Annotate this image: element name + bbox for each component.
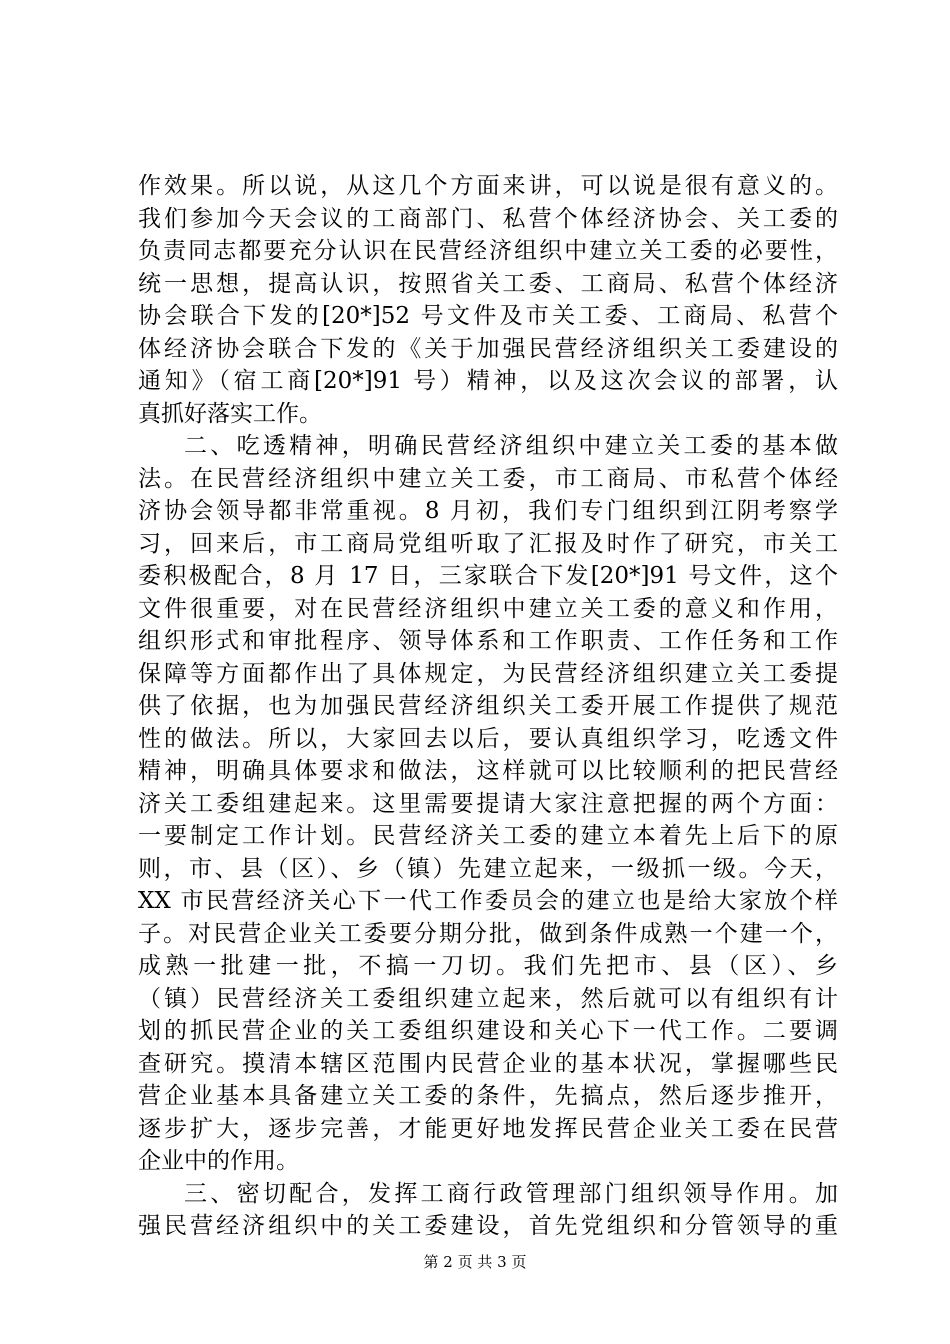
text-line: 习，回来后，市工商局党组听取了汇报及时作了研究，市关工 [138, 530, 838, 557]
text-line: 企业中的作用。 [138, 1148, 299, 1174]
section-heading-line: 三、密切配合，发挥工商行政管理部门组织领导作用。加 [184, 1180, 838, 1207]
text-line: 组织形式和审批程序、领导体系和工作职责、工作任务和工作 [138, 628, 838, 654]
text-line: 营企业基本具备建立关工委的条件，先搞点，然后逐步推开， [138, 1083, 838, 1109]
section-heading-line: 二、吃透精神，明确民营经济组织中建立关工委的基本做 [184, 433, 838, 459]
text-line: 子。对民营企业关工委要分期分批，做到条件成熟一个建一个， [138, 920, 838, 947]
text-line: 精神，明确具体要求和做法，这样就可以比较顺利的把民营经 [138, 758, 838, 784]
text-line: 济关工委组建起来。这里需要提请大家注意把握的两个方面： [138, 790, 838, 817]
text-line: 逐步扩大，逐步完善，才能更好地发挥民营企业关工委在民营 [138, 1115, 838, 1142]
text-line: 划的抓民营企业的关工委组织建设和关心下一代工作。二要调 [138, 1018, 838, 1044]
document-body [138, 170, 838, 1243]
text-line: （镇）民营经济关工委组织建立起来，然后就可以有组织有计 [138, 985, 838, 1012]
text-line: 委积极配合，8 月 17 日，三家联合下发[20*]91 号文件，这个 [138, 563, 838, 589]
text-line: 济协会领导都非常重视。8 月初，我们专门组织到江阴考察学 [138, 498, 838, 524]
text-line: 保障等方面都作出了具体规定，为民营经济组织建立关工委提 [138, 660, 838, 687]
text-line: 协会联合下发的[20*]52 号文件及市关工委、工商局、私营个 [138, 303, 838, 329]
text-line: 查研究。摸清本辖区范围内民营企业的基本状况，掌握哪些民 [138, 1050, 838, 1077]
text-line: 供了依据，也为加强民营经济组织关工委开展工作提供了规范 [138, 693, 838, 719]
text-line: 体经济协会联合下发的《关于加强民营经济组织关工委建设的 [138, 335, 838, 362]
text-line: 真抓好落实工作。 [138, 400, 322, 427]
text-line: 文件很重要，对在民营经济组织中建立关工委的意义和作用， [138, 595, 838, 622]
text-line: 法。在民营经济组织中建立关工委，市工商局、市私营个体经 [138, 465, 838, 492]
text-line: 作效果。所以说，从这几个方面来讲，可以说是很有意义的。 [138, 173, 838, 199]
text-line: 则，市、县（区）、乡（镇）先建立起来，一级抓一级。今天， [138, 855, 838, 882]
text-line: XX 市民营经济关心下一代工作委员会的建立也是给大家放个样 [138, 888, 838, 914]
text-line: 负责同志都要充分认识在民营经济组织中建立关工委的必要性， [138, 238, 838, 264]
page-footer: 第 2 页 共 3 页 [423, 1253, 527, 1271]
text-line: 我们参加今天会议的工商部门、私营个体经济协会、关工委的 [138, 205, 838, 232]
text-line: 通知》（宿工商[20*]91 号）精神，以及这次会议的部署，认 [138, 368, 838, 394]
text-line: 性的做法。所以，大家回去以后，要认真组织学习，吃透文件 [138, 725, 838, 752]
text-line: 一要制定工作计划。民营经济关工委的建立本着先上后下的原 [138, 823, 838, 849]
text-line: 强民营经济组织中的关工委建设，首先党组织和分管领导的重 [138, 1213, 838, 1239]
text-line: 成熟一批建一批，不搞一刀切。我们先把市、县（区）、乡 [138, 953, 838, 979]
text-line: 统一思想，提高认识，按照省关工委、工商局、私营个体经济 [138, 270, 838, 297]
